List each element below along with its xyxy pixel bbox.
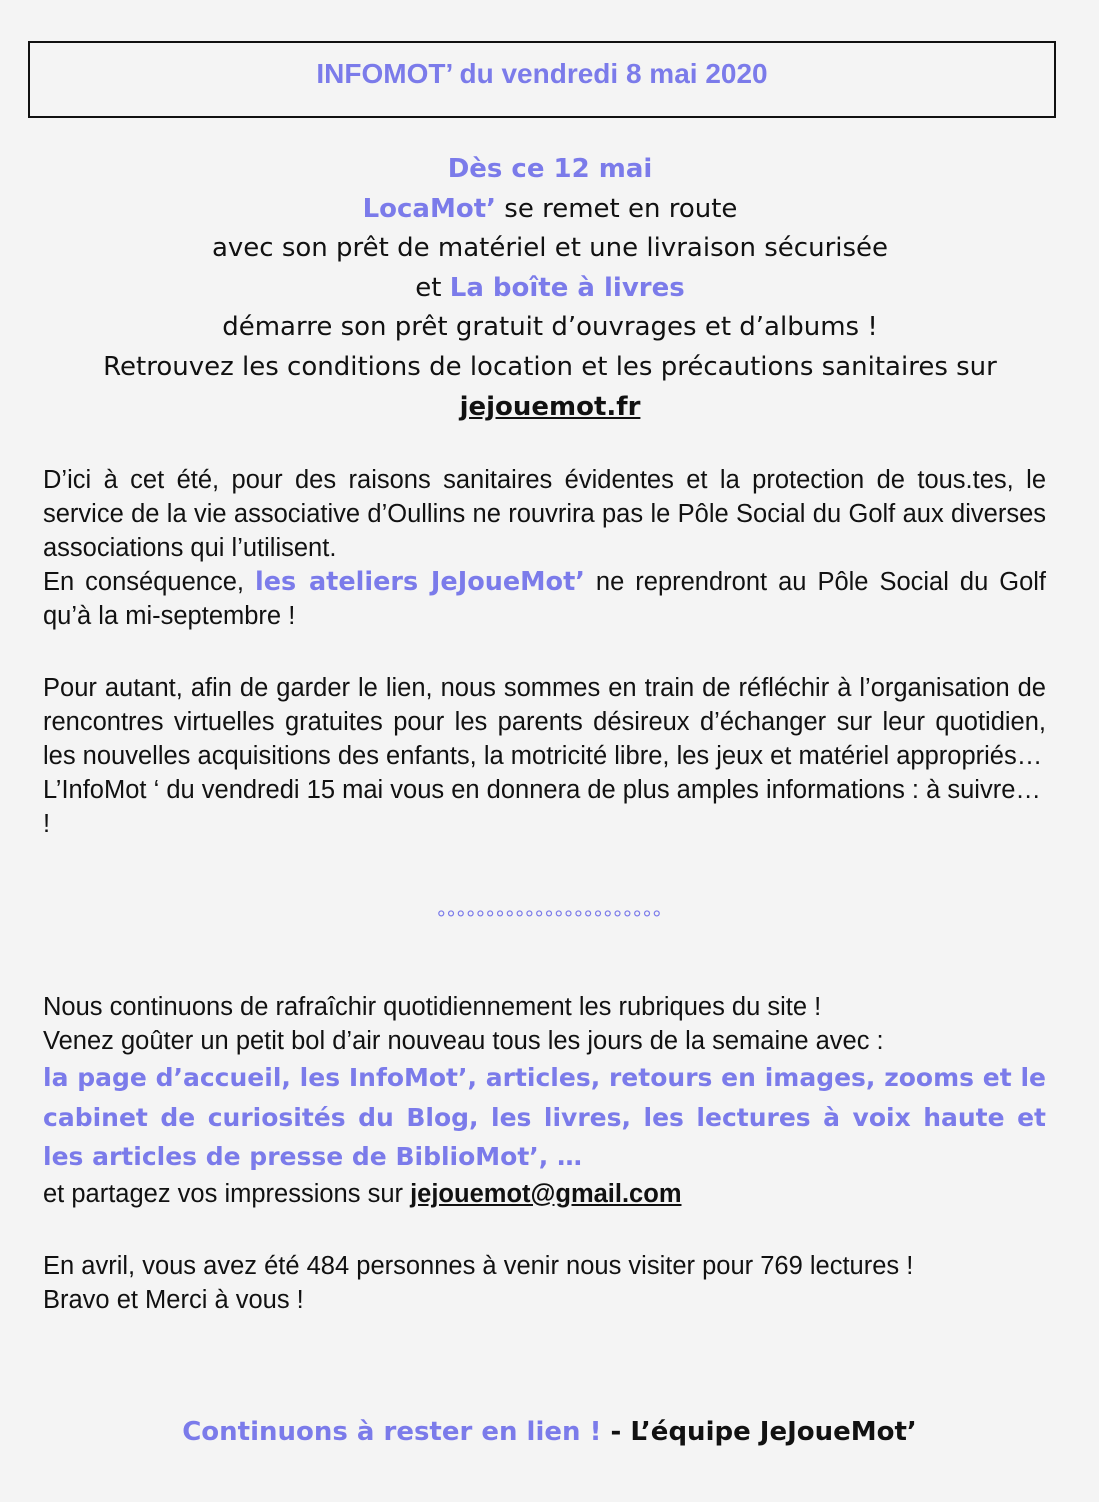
consequence-after: ne reprendront au Pôle Social du Golf qu’à la mi-septembre ! [43,568,1047,630]
email-link[interactable]: jejouemot@gmail.com [410,1179,682,1208]
hero-line-6: Retrouvez les conditions de location et les précautions sanitaires sur [103,351,997,382]
site-line-1: Nous continuons de rafraîchir quotidiennement les rubriques du site ! [43,993,822,1021]
hero-line-3: avec son prêt de matériel et une livraison sécurisée [211,233,889,264]
hero-locamot-line [30,190,1070,230]
site-link[interactable]: jejouemot.fr [459,391,641,422]
virtual-meetings-text: Pour autant, afin de garder le lien, nous sommes en train de réfléchir à l’organisation de rencontres virtuelles gratuites pour les parents désireux d’échanger sur leur quotidien, les nouvelles acquisitions des enfants, la motricité libre, les jeux et matériel appropriés… [43,674,1046,770]
locamot-name: LocaMot’ [362,193,497,224]
consequence-text [43,565,1046,633]
boite-a-livres-name: La boîte à livres [449,272,685,303]
hero-date: Dès ce 12 mai [447,154,653,184]
footer [0,1417,1099,1447]
share-line [43,1177,1046,1211]
followup-text: L’InfoMot ‘ du vendredi 15 mai vous en donnera de plus amples informations : à suivre… ! [43,776,1041,838]
locamot-rest: se remet en route [496,193,738,224]
stats-line: En avril, vous avez été 484 personnes à venir nous visiter pour 769 lectures ! [43,1252,914,1280]
title-box [28,41,1056,118]
reopening-text: D’ici à cet été, pour des raisons sanitaires évidentes et la protection de tous.tes, le service de la vie associative d’Oullins ne rouvrira pas le Pôle Social du Golf aux diverses associations qui l’utilisent. [43,466,1046,562]
consequence-before: En conséquence, [43,568,255,596]
hero-boite-line [30,269,1070,309]
footer-sep: - [601,1417,631,1447]
paragraph-reopening [43,463,1046,633]
separator-dots: °°°°°°°°°°°°°°°°°°°°°°° [436,906,663,931]
rubriques-list: la page d’accueil, les InfoMot’, articles, retours en images, zooms et le cabinet de curiosités du Blog, les livres, les lectures à voix haute et les articles de presse de BiblioMot’, … [43,1063,1046,1171]
page-title: INFOMOT’ du vendredi 8 mai 2020 [316,57,768,89]
paragraph-stats [43,1249,1046,1317]
footer-cta: Continuons à rester en lien ! [182,1417,602,1447]
paragraph-site-rubriques [43,990,1046,1211]
hero-line-5: démarre son prêt gratuit d’ouvrages et d’albums ! [222,312,878,343]
paragraph-virtual-meetings [43,671,1046,841]
footer-signature: L’équipe JeJoueMot’ [630,1417,917,1447]
site-line-2: Venez goûter un petit bol d’air nouveau tous les jours de la semaine avec : [43,1027,884,1055]
hero-et: et [415,272,450,303]
share-text: et partagez vos impressions sur [43,1179,411,1208]
hero-announcement [30,150,1070,427]
thanks-line: Bravo et Merci à vous ! [43,1286,304,1314]
hero-site-line [30,388,1070,428]
ateliers-name: les ateliers JeJoueMot’ [254,567,585,597]
